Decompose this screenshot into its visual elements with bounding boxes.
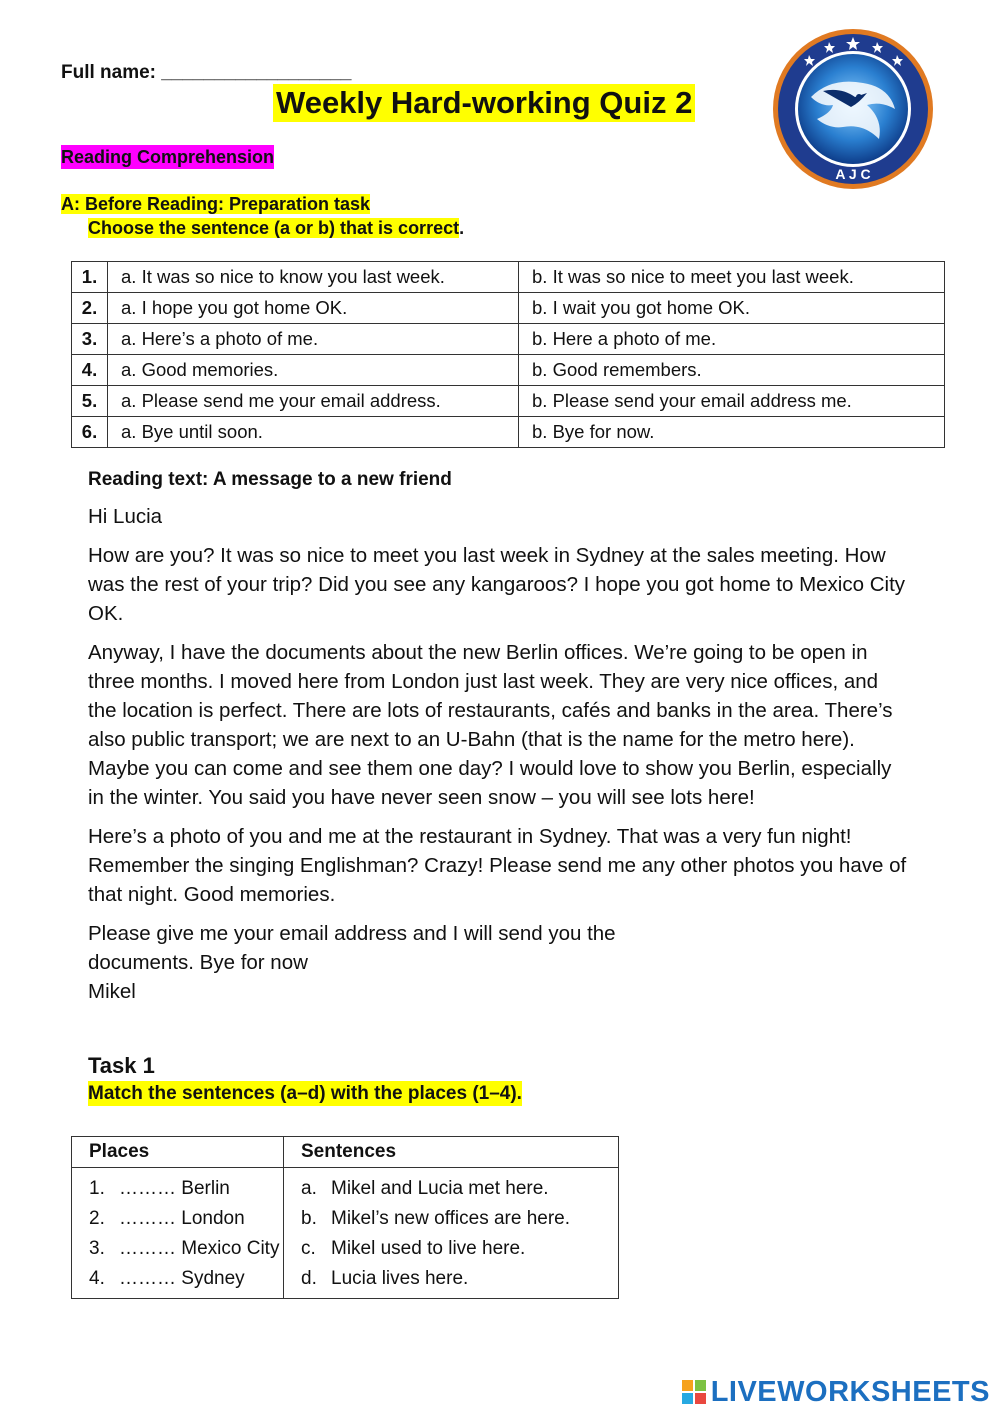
sentence-item: [301, 1174, 618, 1204]
sentence-text: Mikel used to live here.: [331, 1238, 526, 1259]
letter-paragraph: How are you? It was so nice to meet you last week in Sydney at the sales meeting. How was the rest of your trip? Did you see any kangaroos? I hope you got home to Mexico City OK.: [88, 544, 906, 625]
option-b[interactable]: b. Good remembers.: [519, 355, 945, 386]
place-number: 3.: [89, 1238, 105, 1259]
letter-closing-line: documents. Bye for now: [88, 951, 308, 974]
place-item[interactable]: [89, 1174, 283, 1204]
part-a-title: A: Before Reading: Preparation task: [61, 194, 371, 214]
sentences-column: [284, 1168, 619, 1299]
quiz-row: [72, 293, 945, 324]
place-text: ……… London: [119, 1208, 245, 1229]
matching-table: [71, 1136, 619, 1299]
page-title: Weekly Hard-working Quiz 2: [273, 84, 695, 122]
quiz-row-number: 5.: [72, 386, 108, 417]
task1-title: Task 1: [88, 1053, 155, 1078]
letter-paragraph: Anyway, I have the documents about the new Berlin offices. We’re going to be open in three months. I moved here from London just last week. They are very nice offices, and the location is perfect. There are lots of restaurants, cafés and banks in the area. There’s also public transport; we are next to an U-Bahn (that is the name for the metro here). Maybe you can come and see them one day? I would love to show you Berlin, especially in the winter. You said you have never seen snow – you will see lots here!: [88, 641, 893, 809]
option-a[interactable]: a. I hope you got home OK.: [108, 293, 519, 324]
part-a-instruction: Choose the sentence (a or b) that is correct: [88, 218, 460, 238]
quiz-row: [72, 417, 945, 448]
option-b[interactable]: b. Here a photo of me.: [519, 324, 945, 355]
section-label: Reading Comprehension: [61, 147, 275, 167]
letter-greeting: Hi Lucia: [88, 505, 163, 528]
part-a-instruction-end: .: [459, 218, 465, 238]
option-a[interactable]: a. Please send me your email address.: [108, 386, 519, 417]
quiz-row: [72, 386, 945, 417]
option-b[interactable]: b. I wait you got home OK.: [519, 293, 945, 324]
footer-brand: [681, 1374, 990, 1410]
letter-paragraph: Here’s a photo of you and me at the restaurant in Sydney. That was a very fun night! Remember the singing Englishman? Crazy! Please send me any other photos you have of that night. Good memories.: [88, 825, 907, 906]
option-a[interactable]: a. Good memories.: [108, 355, 519, 386]
eagle-globe-logo-icon: [771, 27, 935, 191]
quiz-row-number: 1.: [72, 262, 108, 293]
places-column: [72, 1168, 284, 1299]
option-a[interactable]: a. Bye until soon.: [108, 417, 519, 448]
place-text: ……… Mexico City: [119, 1238, 280, 1259]
quiz-row: [72, 262, 945, 293]
quiz-row-number: 4.: [72, 355, 108, 386]
quiz-row: [72, 324, 945, 355]
logo-text: A J C: [835, 166, 871, 182]
option-b[interactable]: b. Please send your email address me.: [519, 386, 945, 417]
option-a[interactable]: a. It was so nice to know you last week.: [108, 262, 519, 293]
part-a-heading: [61, 192, 464, 240]
quiz-row-number: 2.: [72, 293, 108, 324]
sentence-text: Lucia lives here.: [331, 1268, 469, 1289]
sentence-letter: c.: [301, 1238, 316, 1259]
place-item[interactable]: [89, 1234, 283, 1264]
full-name-label: Full name: __________________: [61, 62, 352, 83]
reading-letter: [88, 502, 908, 1006]
task1-instruction: Match the sentences (a–d) with the places (1–4).: [88, 1083, 522, 1104]
letter-closing-line: Please give me your email address and I will send you the: [88, 922, 616, 945]
sentence-item: [301, 1204, 618, 1234]
place-item[interactable]: [89, 1264, 283, 1294]
liveworksheets-logo-icon: [681, 1379, 707, 1405]
quiz-row-number: 3.: [72, 324, 108, 355]
place-number: 2.: [89, 1208, 105, 1229]
quiz-row-number: 6.: [72, 417, 108, 448]
quiz-row: [72, 355, 945, 386]
place-text: ……… Sydney: [119, 1268, 245, 1289]
place-number: 4.: [89, 1268, 105, 1289]
sentence-letter: d.: [301, 1268, 317, 1289]
place-number: 1.: [89, 1178, 105, 1199]
sentence-item: [301, 1234, 618, 1264]
sentence-text: Mikel and Lucia met here.: [331, 1178, 549, 1199]
letter-signature: Mikel: [88, 980, 136, 1003]
sentences-header: Sentences: [284, 1137, 619, 1168]
sentence-letter: a.: [301, 1178, 317, 1199]
places-header: Places: [72, 1137, 284, 1168]
option-b[interactable]: b. It was so nice to meet you last week.: [519, 262, 945, 293]
preparation-table: [71, 261, 945, 448]
option-a[interactable]: a. Here’s a photo of me.: [108, 324, 519, 355]
sentence-letter: b.: [301, 1208, 317, 1229]
option-b[interactable]: b. Bye for now.: [519, 417, 945, 448]
sentence-text: Mikel’s new offices are here.: [331, 1208, 571, 1229]
reading-title: Reading text: A message to a new friend: [88, 469, 452, 490]
place-item[interactable]: [89, 1204, 283, 1234]
sentence-item: [301, 1264, 618, 1294]
brand-text: LIVEWORKSHEETS: [710, 1375, 990, 1408]
school-logo: [771, 27, 935, 191]
place-text: ……… Berlin: [119, 1178, 230, 1199]
